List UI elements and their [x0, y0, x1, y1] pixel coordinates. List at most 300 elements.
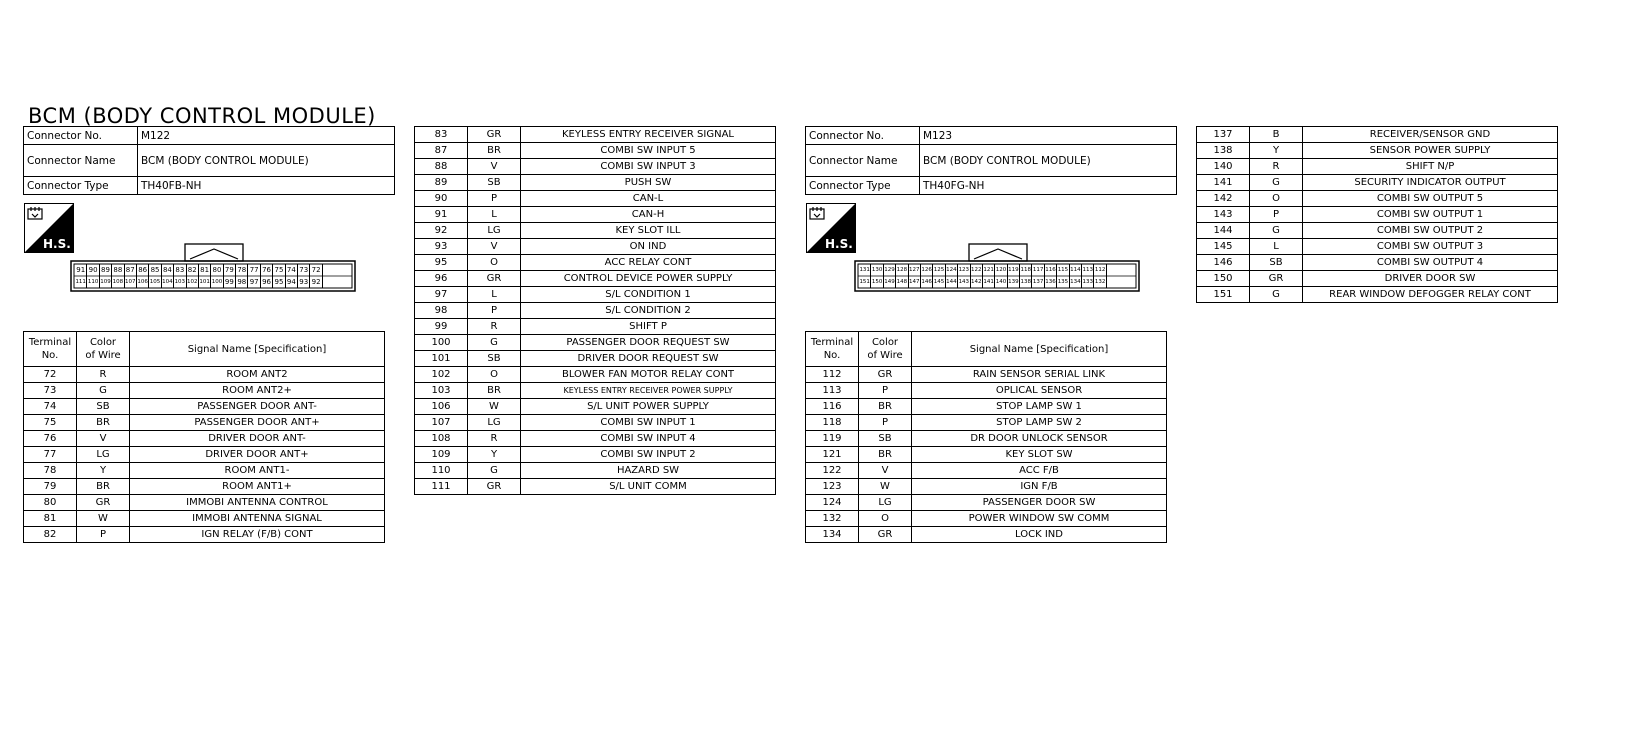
wire-color: G — [468, 335, 521, 351]
table-row — [806, 527, 1167, 543]
signal-name: CAN-L — [521, 191, 776, 207]
connector-type-value: TH40FB-NH — [138, 177, 395, 195]
signal-name: STOP LAMP SW 1 — [912, 399, 1167, 415]
terminal-no: 82 — [24, 527, 77, 543]
connector-pin: 95 — [273, 276, 285, 288]
connector-pin: 108 — [112, 276, 124, 288]
terminal-no: 73 — [24, 383, 77, 399]
wire-color: SB — [77, 399, 130, 415]
signal-name: ROOM ANT2 — [130, 367, 385, 383]
connector-no-label: Connector No. — [24, 127, 138, 145]
wire-color: Y — [77, 463, 130, 479]
connector-pin: 136 — [1045, 276, 1057, 288]
signal-name: RAIN SENSOR SERIAL LINK — [912, 367, 1167, 383]
signal-name: PUSH SW — [521, 175, 776, 191]
table-row — [415, 383, 776, 399]
table-row — [1197, 175, 1558, 191]
table-row — [415, 415, 776, 431]
connector-face-right — [854, 242, 1140, 292]
terminal-no: 95 — [415, 255, 468, 271]
connector-pin: 143 — [958, 276, 970, 288]
terminal-no: 124 — [806, 495, 859, 511]
connector-pin: 106 — [137, 276, 149, 288]
connector-pin: 97 — [248, 276, 260, 288]
terminal-no: 140 — [1197, 159, 1250, 175]
table-row — [1197, 127, 1558, 143]
connector-pin: 91 — [75, 264, 87, 276]
connector-info-left — [23, 126, 395, 195]
pin-row-top — [859, 264, 1107, 276]
connector-pin: 125 — [933, 264, 945, 276]
connector-pin: 128 — [896, 264, 908, 276]
table-row — [806, 463, 1167, 479]
wire-color: P — [1250, 207, 1303, 223]
connector-pin: 81 — [199, 264, 211, 276]
connector-pin: 144 — [946, 276, 958, 288]
header-signal: Signal Name [Specification] — [130, 332, 385, 367]
connector-pin: 142 — [971, 276, 983, 288]
wire-color: R — [468, 431, 521, 447]
wire-color: P — [468, 191, 521, 207]
connector-pin: 121 — [983, 264, 995, 276]
signal-name: IGN RELAY (F/B) CONT — [130, 527, 385, 543]
terminal-no: 91 — [415, 207, 468, 223]
wire-color: SB — [468, 351, 521, 367]
terminal-no: 142 — [1197, 191, 1250, 207]
wire-color: LG — [859, 495, 912, 511]
table-row — [415, 463, 776, 479]
connector-pin: 140 — [995, 276, 1007, 288]
terminal-no: 151 — [1197, 287, 1250, 303]
signal-name: BLOWER FAN MOTOR RELAY CONT — [521, 367, 776, 383]
terminal-table-1 — [23, 331, 385, 543]
wire-color: G — [77, 383, 130, 399]
signal-name: ON IND — [521, 239, 776, 255]
connector-pin: 111 — [75, 276, 87, 288]
connector-pin: 122 — [971, 264, 983, 276]
terminal-no: 79 — [24, 479, 77, 495]
table-row — [415, 223, 776, 239]
terminal-no: 77 — [24, 447, 77, 463]
connector-type-value: TH40FG-NH — [920, 177, 1177, 195]
table-row — [415, 239, 776, 255]
wire-color: SB — [859, 431, 912, 447]
table-row — [415, 399, 776, 415]
signal-name: OPLICAL SENSOR — [912, 383, 1167, 399]
terminal-table-4 — [1196, 126, 1558, 303]
table-row — [806, 431, 1167, 447]
table-row — [415, 431, 776, 447]
terminal-no: 96 — [415, 271, 468, 287]
terminal-no: 119 — [806, 431, 859, 447]
table-row — [24, 511, 385, 527]
connector-pin: 94 — [286, 276, 298, 288]
connector-pin: 105 — [149, 276, 161, 288]
signal-name: PASSENGER DOOR REQUEST SW — [521, 335, 776, 351]
terminal-no: 112 — [806, 367, 859, 383]
header-color: Color of Wire — [77, 332, 130, 367]
signal-name: SHIFT N/P — [1303, 159, 1558, 175]
table-row — [806, 399, 1167, 415]
table-row — [415, 319, 776, 335]
connector-pin: 138 — [1020, 276, 1032, 288]
signal-name: COMBI SW INPUT 1 — [521, 415, 776, 431]
wire-color: GR — [468, 271, 521, 287]
wire-color: G — [1250, 223, 1303, 239]
terminal-no: 138 — [1197, 143, 1250, 159]
terminal-no: 113 — [806, 383, 859, 399]
terminal-no: 106 — [415, 399, 468, 415]
connector-pin: 150 — [871, 276, 883, 288]
connector-pin: 110 — [87, 276, 99, 288]
table-row — [24, 415, 385, 431]
connector-pin: 115 — [1057, 264, 1069, 276]
connector-pin: 147 — [909, 276, 921, 288]
table-row — [415, 159, 776, 175]
connector-pin: 112 — [1094, 264, 1106, 276]
wire-color: W — [468, 399, 521, 415]
wire-color: B — [1250, 127, 1303, 143]
table-row — [806, 479, 1167, 495]
connector-pin: 76 — [261, 264, 273, 276]
wire-color: BR — [77, 415, 130, 431]
signal-name: REAR WINDOW DEFOGGER RELAY CONT — [1303, 287, 1558, 303]
connector-pin: 87 — [125, 264, 137, 276]
terminal-no: 145 — [1197, 239, 1250, 255]
signal-name: HAZARD SW — [521, 463, 776, 479]
connector-pin: 88 — [112, 264, 124, 276]
table-row — [1197, 143, 1558, 159]
signal-name: COMBI SW INPUT 3 — [521, 159, 776, 175]
terminal-no: 78 — [24, 463, 77, 479]
table-row — [415, 207, 776, 223]
wire-color: Y — [468, 447, 521, 463]
pin-row-bottom — [75, 276, 323, 288]
table-row — [1197, 159, 1558, 175]
signal-name: CONTROL DEVICE POWER SUPPLY — [521, 271, 776, 287]
signal-name: LOCK IND — [912, 527, 1167, 543]
signal-name: COMBI SW INPUT 4 — [521, 431, 776, 447]
table-row — [24, 447, 385, 463]
page-title: BCM (BODY CONTROL MODULE) — [28, 104, 376, 128]
wire-color: P — [859, 383, 912, 399]
table-row — [415, 335, 776, 351]
signal-name: SHIFT P — [521, 319, 776, 335]
table-row — [415, 479, 776, 495]
connector-pin: 133 — [1082, 276, 1094, 288]
wire-color: GR — [468, 127, 521, 143]
table-row — [415, 143, 776, 159]
terminal-table-2 — [414, 126, 776, 495]
terminal-no: 134 — [806, 527, 859, 543]
terminal-no: 92 — [415, 223, 468, 239]
terminal-no: 80 — [24, 495, 77, 511]
signal-name: ROOM ANT1+ — [130, 479, 385, 495]
connector-no-label: Connector No. — [806, 127, 920, 145]
table-row — [415, 447, 776, 463]
connector-pin: 84 — [162, 264, 174, 276]
connector-type-label: Connector Type — [806, 177, 920, 195]
hs-badge-right — [806, 203, 856, 253]
signal-name: ACC RELAY CONT — [521, 255, 776, 271]
signal-name: IMMOBI ANTENNA SIGNAL — [130, 511, 385, 527]
wire-color: P — [77, 527, 130, 543]
signal-name: S/L CONDITION 2 — [521, 303, 776, 319]
wire-color: GR — [77, 495, 130, 511]
table-row — [806, 367, 1167, 383]
table-header — [24, 332, 385, 367]
table-row — [806, 415, 1167, 431]
terminal-no: 88 — [415, 159, 468, 175]
wire-color: GR — [859, 527, 912, 543]
table-row — [24, 463, 385, 479]
wire-color: BR — [859, 399, 912, 415]
table-row — [415, 175, 776, 191]
table-row — [415, 287, 776, 303]
wire-color: BR — [468, 383, 521, 399]
wire-color: BR — [77, 479, 130, 495]
connector-pin: 78 — [236, 264, 248, 276]
terminal-no: 97 — [415, 287, 468, 303]
connector-pin: 85 — [149, 264, 161, 276]
wire-color: G — [1250, 175, 1303, 191]
wire-color: Y — [1250, 143, 1303, 159]
signal-name: STOP LAMP SW 2 — [912, 415, 1167, 431]
terminal-no: 141 — [1197, 175, 1250, 191]
wire-color: O — [859, 511, 912, 527]
terminal-no: 143 — [1197, 207, 1250, 223]
pin-row-top — [75, 264, 323, 276]
wire-color: V — [468, 239, 521, 255]
table-row — [415, 191, 776, 207]
terminal-no: 118 — [806, 415, 859, 431]
table-row — [415, 271, 776, 287]
connector-pin: 109 — [100, 276, 112, 288]
wire-color: L — [468, 207, 521, 223]
table-row — [24, 367, 385, 383]
signal-name: DRIVER DOOR ANT+ — [130, 447, 385, 463]
terminal-no: 74 — [24, 399, 77, 415]
table-row — [806, 511, 1167, 527]
table-row — [1197, 223, 1558, 239]
connector-pin: 104 — [162, 276, 174, 288]
connector-pin: 113 — [1082, 264, 1094, 276]
table-row — [24, 527, 385, 543]
connector-pin: 98 — [236, 276, 248, 288]
signal-name: PASSENGER DOOR SW — [912, 495, 1167, 511]
table-row — [1197, 287, 1558, 303]
wire-color: G — [1250, 287, 1303, 303]
table-row — [1197, 191, 1558, 207]
connector-pin: 149 — [884, 276, 896, 288]
signal-name: S/L UNIT COMM — [521, 479, 776, 495]
signal-name: COMBI SW INPUT 5 — [521, 143, 776, 159]
connector-name-label: Connector Name — [806, 145, 920, 177]
table-row — [24, 383, 385, 399]
wire-color: LG — [468, 223, 521, 239]
table-row — [1197, 271, 1558, 287]
table-row — [806, 495, 1167, 511]
signal-name: SECURITY INDICATOR OUTPUT — [1303, 175, 1558, 191]
connector-pin: 124 — [946, 264, 958, 276]
terminal-no: 107 — [415, 415, 468, 431]
signal-name: DRIVER DOOR REQUEST SW — [521, 351, 776, 367]
wire-color: W — [77, 511, 130, 527]
signal-name: DRIVER DOOR ANT- — [130, 431, 385, 447]
table-row — [806, 447, 1167, 463]
table-row — [24, 399, 385, 415]
terminal-no: 102 — [415, 367, 468, 383]
connector-pin: 73 — [298, 264, 310, 276]
connector-pin: 93 — [298, 276, 310, 288]
connector-face-left — [70, 242, 356, 292]
signal-name: POWER WINDOW SW COMM — [912, 511, 1167, 527]
connector-pin: 92 — [310, 276, 322, 288]
hs-badge-text: H.S. — [825, 237, 853, 251]
wire-color: R — [1250, 159, 1303, 175]
terminal-no: 132 — [806, 511, 859, 527]
connector-name-value: BCM (BODY CONTROL MODULE) — [920, 145, 1177, 177]
connector-pin: 127 — [909, 264, 921, 276]
table-row — [415, 127, 776, 143]
connector-pin: 116 — [1045, 264, 1057, 276]
connector-pin: 123 — [958, 264, 970, 276]
terminal-no: 99 — [415, 319, 468, 335]
connector-pin: 134 — [1070, 276, 1082, 288]
hs-badge-icon — [24, 203, 74, 253]
wire-color: LG — [77, 447, 130, 463]
connector-pin: 131 — [859, 264, 871, 276]
table-row — [806, 383, 1167, 399]
pin-row-bottom — [859, 276, 1107, 288]
signal-name: PASSENGER DOOR ANT- — [130, 399, 385, 415]
wire-color: L — [1250, 239, 1303, 255]
connector-pin: 141 — [983, 276, 995, 288]
connector-pin: 102 — [187, 276, 199, 288]
signal-name: SENSOR POWER SUPPLY — [1303, 143, 1558, 159]
hs-badge-text: H.S. — [43, 237, 71, 251]
connector-pin: 79 — [224, 264, 236, 276]
signal-name: RECEIVER/SENSOR GND — [1303, 127, 1558, 143]
connector-name-label: Connector Name — [24, 145, 138, 177]
terminal-no: 150 — [1197, 271, 1250, 287]
signal-name: ROOM ANT2+ — [130, 383, 385, 399]
terminal-no: 93 — [415, 239, 468, 255]
wire-color: V — [77, 431, 130, 447]
signal-name: DR DOOR UNLOCK SENSOR — [912, 431, 1167, 447]
signal-name: CAN-H — [521, 207, 776, 223]
wire-color: O — [468, 367, 521, 383]
table-row — [24, 495, 385, 511]
terminal-no: 146 — [1197, 255, 1250, 271]
connector-pin: 117 — [1032, 264, 1044, 276]
wire-color: LG — [468, 415, 521, 431]
terminal-no: 108 — [415, 431, 468, 447]
connector-pin: 89 — [100, 264, 112, 276]
table-row — [415, 303, 776, 319]
terminal-table-3 — [805, 331, 1167, 543]
wire-color: BR — [859, 447, 912, 463]
connector-pin: 137 — [1032, 276, 1044, 288]
table-row — [415, 351, 776, 367]
connector-pin: 130 — [871, 264, 883, 276]
connector-pin: 126 — [921, 264, 933, 276]
signal-name: DRIVER DOOR SW — [1303, 271, 1558, 287]
signal-name: S/L CONDITION 1 — [521, 287, 776, 303]
signal-name: COMBI SW OUTPUT 5 — [1303, 191, 1558, 207]
wire-color: O — [468, 255, 521, 271]
connector-pin: 145 — [933, 276, 945, 288]
signal-name: ROOM ANT1- — [130, 463, 385, 479]
connector-pin: 99 — [224, 276, 236, 288]
wire-color: P — [468, 303, 521, 319]
connector-pin: 148 — [896, 276, 908, 288]
terminal-no: 90 — [415, 191, 468, 207]
signal-name: KEY SLOT SW — [912, 447, 1167, 463]
connector-pin: 80 — [211, 264, 223, 276]
connector-info-right — [805, 126, 1177, 195]
wire-color: R — [468, 319, 521, 335]
table-row — [415, 255, 776, 271]
terminal-no: 100 — [415, 335, 468, 351]
terminal-no: 144 — [1197, 223, 1250, 239]
terminal-no: 116 — [806, 399, 859, 415]
wire-color: GR — [468, 479, 521, 495]
connector-pin: 75 — [273, 264, 285, 276]
connector-pin: 135 — [1057, 276, 1069, 288]
connector-name-value: BCM (BODY CONTROL MODULE) — [138, 145, 395, 177]
wire-color: G — [468, 463, 521, 479]
signal-name: ACC F/B — [912, 463, 1167, 479]
wire-color: V — [859, 463, 912, 479]
header-terminal: Terminal No. — [806, 332, 859, 367]
connector-pin: 96 — [261, 276, 273, 288]
table-header — [806, 332, 1167, 367]
connector-pin: 72 — [310, 264, 322, 276]
terminal-no: 109 — [415, 447, 468, 463]
terminal-no: 137 — [1197, 127, 1250, 143]
wire-color: BR — [468, 143, 521, 159]
terminal-no: 89 — [415, 175, 468, 191]
wire-color: P — [859, 415, 912, 431]
connector-pin: 90 — [87, 264, 99, 276]
signal-name: COMBI SW OUTPUT 3 — [1303, 239, 1558, 255]
table-row — [24, 431, 385, 447]
terminal-no: 72 — [24, 367, 77, 383]
signal-name: S/L UNIT POWER SUPPLY — [521, 399, 776, 415]
header-signal: Signal Name [Specification] — [912, 332, 1167, 367]
connector-pin: 77 — [248, 264, 260, 276]
connector-pin: 119 — [1008, 264, 1020, 276]
wire-color: SB — [468, 175, 521, 191]
terminal-no: 101 — [415, 351, 468, 367]
wire-color: GR — [859, 367, 912, 383]
connector-pin: 83 — [174, 264, 186, 276]
wire-color: R — [77, 367, 130, 383]
signal-name: COMBI SW OUTPUT 1 — [1303, 207, 1558, 223]
table-row — [415, 367, 776, 383]
signal-name: COMBI SW OUTPUT 2 — [1303, 223, 1558, 239]
terminal-no: 81 — [24, 511, 77, 527]
signal-name: IMMOBI ANTENNA CONTROL — [130, 495, 385, 511]
connector-type-label: Connector Type — [24, 177, 138, 195]
table-row — [1197, 207, 1558, 223]
connector-pin: 120 — [995, 264, 1007, 276]
terminal-no: 122 — [806, 463, 859, 479]
header-terminal: Terminal No. — [24, 332, 77, 367]
signal-name: KEY SLOT ILL — [521, 223, 776, 239]
terminal-no: 87 — [415, 143, 468, 159]
